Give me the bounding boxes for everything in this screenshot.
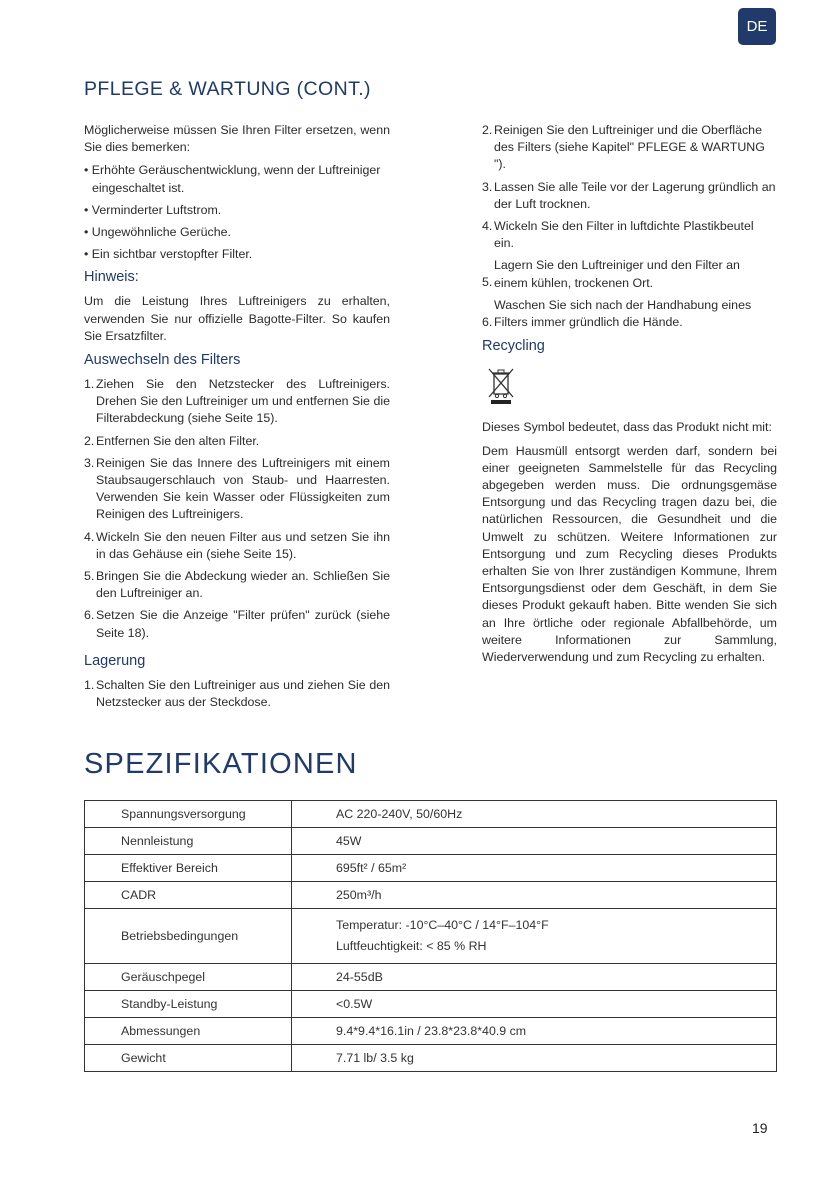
spec-label: Geräuschpegel — [85, 964, 292, 991]
specifications-table — [84, 800, 777, 1072]
spec-value: 24-55dB — [292, 964, 777, 991]
step-number: 6. — [482, 314, 493, 329]
list-item — [482, 297, 777, 331]
filter-steps-list — [84, 376, 390, 642]
spec-value: 7.71 lb/ 3.5 kg — [292, 1045, 777, 1072]
spec-value — [292, 909, 777, 964]
list-item — [482, 122, 777, 174]
step-text-line: Waschen Sie sich nach der Handhabung eines — [494, 297, 752, 312]
right-column — [482, 122, 777, 672]
spec-label: Spannungsversorgung — [85, 801, 292, 828]
page-number: 19 — [752, 1120, 768, 1136]
spec-label: Gewicht — [85, 1045, 292, 1072]
table-row — [85, 828, 777, 855]
spec-value-line: Luftfeuchtigkeit: < 85 % RH — [336, 939, 487, 953]
list-item — [84, 677, 390, 711]
step-number: 2. — [84, 433, 95, 448]
spec-value: AC 220-240V, 50/60Hz — [292, 801, 777, 828]
hinweis-text: Um die Leistung Ihres Luftreinigers zu erhalten, verwenden Sie nur offizielle Bagotte-Filter. So kaufen Sie Ersatzfilter. — [84, 294, 390, 343]
specifications-title: SPEZIFIKATIONEN — [84, 748, 358, 780]
bullet-item: • Ungewöhnliche Gerüche. — [84, 224, 390, 241]
table-row — [85, 855, 777, 882]
left-column — [84, 122, 390, 716]
spec-value: 695ft² / 65m² — [292, 855, 777, 882]
step-text: Wickeln Sie den neuen Filter aus und setzen Sie ihn in das Gehäuse ein (siehe Seite 15). — [96, 529, 390, 561]
step-number: 3. — [482, 179, 493, 194]
step-text-line: Filters immer gründlich die Hände. — [494, 315, 683, 330]
step-text: Reinigen Sie das Innere des Luftreinigers mit einem Staubsaugerschlauch von Staub- und Haarresten. Verwenden Sie kein Wasser oder Flüssigkeiten zum Reinigen des Luftreinigers. — [96, 455, 390, 522]
spec-label: Abmessungen — [85, 1018, 292, 1045]
table-row — [85, 801, 777, 828]
spec-label: Nennleistung — [85, 828, 292, 855]
storage-heading: Lagerung — [84, 652, 146, 669]
list-item — [482, 257, 777, 291]
step-text: Reinigen Sie den Luftreiniger und die Oberfläche des Filters (siehe Kapitel" PFLEGE & WARTUNG "). — [494, 123, 765, 172]
hinweis-heading: Hinweis: — [84, 269, 139, 286]
spec-label: Effektiver Bereich — [85, 855, 292, 882]
list-item — [84, 568, 390, 602]
step-number: 5. — [482, 275, 493, 290]
spec-value: 250m³/h — [292, 882, 777, 909]
table-row — [85, 882, 777, 909]
step-number: 4. — [482, 219, 493, 234]
crossed-bin-icon — [486, 366, 516, 406]
spec-value: 45W — [292, 828, 777, 855]
step-number: 1. — [84, 677, 95, 692]
filter-replacement-heading: Auswechseln des Filters — [84, 352, 241, 369]
spec-value-line: Temperatur: -10°C–40°C / 14°F–104°F — [336, 918, 549, 932]
bullet-item: • Verminderter Luftstrom. — [84, 202, 390, 219]
table-row — [85, 991, 777, 1018]
list-item — [84, 529, 390, 563]
table-row — [85, 1018, 777, 1045]
spec-value: 9.4*9.4*16.1in / 23.8*23.8*40.9 cm — [292, 1018, 777, 1045]
recycling-heading: Recycling — [482, 338, 545, 355]
table-row — [85, 964, 777, 991]
page-title: PFLEGE & WARTUNG (CONT.) — [84, 78, 371, 100]
step-text: Schalten Sie den Luftreiniger aus und ziehen Sie den Netzstecker aus der Steckdose. — [96, 677, 390, 710]
storage-steps-continued — [482, 122, 777, 331]
bullet-item: • Erhöhte Geräuschentwicklung, wenn der Luftreiniger eingeschaltet ist. — [84, 162, 390, 196]
step-number: 1. — [84, 377, 95, 392]
storage-steps-list — [84, 677, 390, 711]
list-item — [84, 376, 390, 428]
list-item — [482, 218, 777, 252]
list-item — [84, 607, 390, 641]
step-text-line: einem kühlen, trockenen Ort. — [494, 275, 654, 290]
step-text-line: Lagern Sie den Luftreiniger und den Filter an — [494, 258, 740, 273]
spec-value: <0.5W — [292, 991, 777, 1018]
intro-text: Möglicherweise müssen Sie Ihren Filter ersetzen, wenn Sie dies bemerken: — [84, 123, 390, 155]
step-text: Wickeln Sie den Filter in luftdichte Plastikbeutel ein. — [494, 219, 754, 251]
step-number: 2. — [482, 123, 493, 137]
step-text: Lassen Sie alle Teile vor der Lagerung gründlich an der Luft trocknen. — [494, 179, 776, 211]
step-number: 6. — [84, 608, 95, 623]
step-number: 5. — [84, 569, 95, 584]
bullet-item: • Ein sichtbar verstopfter Filter. — [84, 246, 390, 263]
table-row — [85, 909, 777, 964]
language-badge: DE — [738, 8, 776, 45]
spec-label: Betriebsbedingungen — [85, 909, 292, 964]
step-number: 3. — [84, 455, 95, 470]
step-text: Bringen Sie die Abdeckung wieder an. Schließen Sie den Luftreiniger an. — [96, 569, 390, 601]
step-text: Entfernen Sie den alten Filter. — [96, 433, 260, 448]
step-text: Setzen Sie die Anzeige "Filter prüfen" zurück (siehe Seite 18). — [96, 608, 390, 640]
step-number: 4. — [84, 529, 95, 544]
list-item — [84, 455, 390, 524]
step-text: Ziehen Sie den Netzstecker des Luftreinigers. Drehen Sie den Luftreiniger um und entfernen Sie die Filterabdeckung (siehe Seite 15). — [96, 377, 390, 426]
spec-label: CADR — [85, 882, 292, 909]
recycling-intro: Dieses Symbol bedeutet, dass das Produkt nicht mit: — [482, 420, 772, 435]
recycling-text: Dem Hausmüll entsorgt werden darf, sondern bei einer geeigneten Sammelstelle für das Recycling abgegeben werden muss. Die ordnungsgemäse Entsorgung und das Recycling tragen dazu bei, die natürlichen Ressourcen, die Gesundheit und die Umwelt zu schützen. Weitere Informationen zur Entsorgung und zum Recycling dieses Produkts erhalten Sie von Ihrer zuständigen Kommune, Ihrem Entsorgungsdienst oder dem Geschäft, in dem Sie dieses Produkt gekauft haben. Bitte wenden Sie sich an Ihre örtliche oder regionale Abfallbehörde, um weitere Informationen zur Sammlung, Wiederverwendung und zum Recycling zu erhalten. — [482, 443, 777, 665]
list-item — [482, 179, 777, 213]
list-item — [84, 433, 390, 450]
table-row — [85, 1045, 777, 1072]
spec-label: Standby-Leistung — [85, 991, 292, 1018]
